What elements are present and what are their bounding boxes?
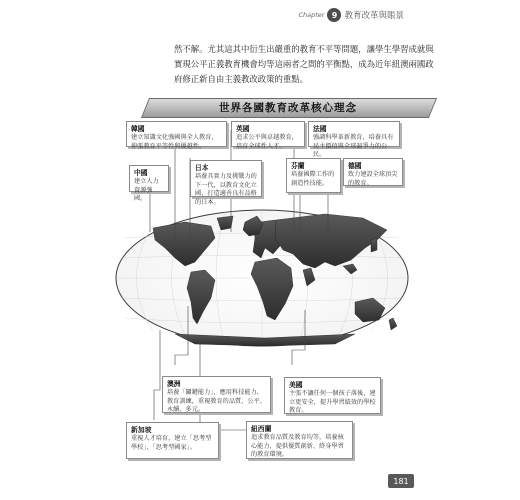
chapter-word: Chapter xyxy=(298,11,325,19)
box-france xyxy=(308,121,400,159)
intro-paragraph: 然不解。尤其這其中衍生出嚴重的教育不平等問題，讓學生學習成就與實現公平正義教育機會均等這兩者之間的平衡點，成為近年紐澳兩國政府修正新自由主義教改政策的重點。 xyxy=(174,44,434,84)
page-number: 181 xyxy=(388,474,414,488)
box-france-title: 法國 xyxy=(313,125,327,133)
box-uk xyxy=(231,121,305,150)
box-france-text: 強調科學革新教育，培養具有民主價值與全球競爭力的公民。 xyxy=(313,134,394,159)
chapter-title: 教育改革與賬景 xyxy=(344,11,404,21)
box-newzealand-text: 追求教育品質及教育均等，培養核心能力，提供優質創新、終身學習的教育環境。 xyxy=(251,434,344,459)
box-korea xyxy=(126,121,227,150)
box-uk-title: 英國 xyxy=(236,125,250,133)
box-singapore-title: 新加坡 xyxy=(131,426,152,434)
box-finland-text: 培養國際工作的創造性技能。 xyxy=(291,171,335,187)
box-korea-title: 韓國 xyxy=(131,125,145,133)
box-usa-title: 美國 xyxy=(289,381,303,389)
box-germany xyxy=(343,158,403,186)
box-newzealand xyxy=(246,421,353,459)
box-japan xyxy=(190,160,262,206)
box-australia-text: 培養「關鍵能力」，應用科技能力，教育訓練，重視教育的品質、公平、永續、多元。 xyxy=(167,389,266,414)
box-singapore-text: 重視人才培育，建立「思考型學校」、「思考型國家」。 xyxy=(131,435,212,451)
box-australia xyxy=(162,376,271,413)
box-china-text: 建立人力資源強國。 xyxy=(134,178,159,203)
box-germany-title: 德國 xyxy=(348,162,362,170)
box-uk-text: 追求公平與卓越教育，培育全球性人才。 xyxy=(236,134,298,150)
box-singapore xyxy=(126,422,219,459)
box-japan-title: 日本 xyxy=(195,164,209,172)
box-japan-text: 培養具實力及挑戰力的下一代，以教育文化立國，打造適善良有品格的日本。 xyxy=(195,173,257,206)
box-usa xyxy=(284,377,381,414)
box-korea-text: 建立知識文化強國與全人教育，伸張教育平等性與優越性。 xyxy=(131,134,218,150)
box-china xyxy=(129,165,169,203)
box-australia-title: 澳洲 xyxy=(167,380,181,388)
chapter-number-badge: 9 xyxy=(327,8,341,22)
box-newzealand-title: 紐西蘭 xyxy=(251,425,272,433)
banner-title: 世界各國教育改革核心理念 xyxy=(219,102,357,114)
box-finland-title: 芬蘭 xyxy=(291,162,305,170)
box-usa-text: 主張不讓任何一個孩子落後，建立更安全，提升學習績效的學校教育。 xyxy=(289,390,376,415)
box-germany-text: 致力建設全球頂尖的教育。 xyxy=(348,171,398,187)
box-finland xyxy=(286,158,341,193)
box-china-title: 中國 xyxy=(134,169,148,177)
